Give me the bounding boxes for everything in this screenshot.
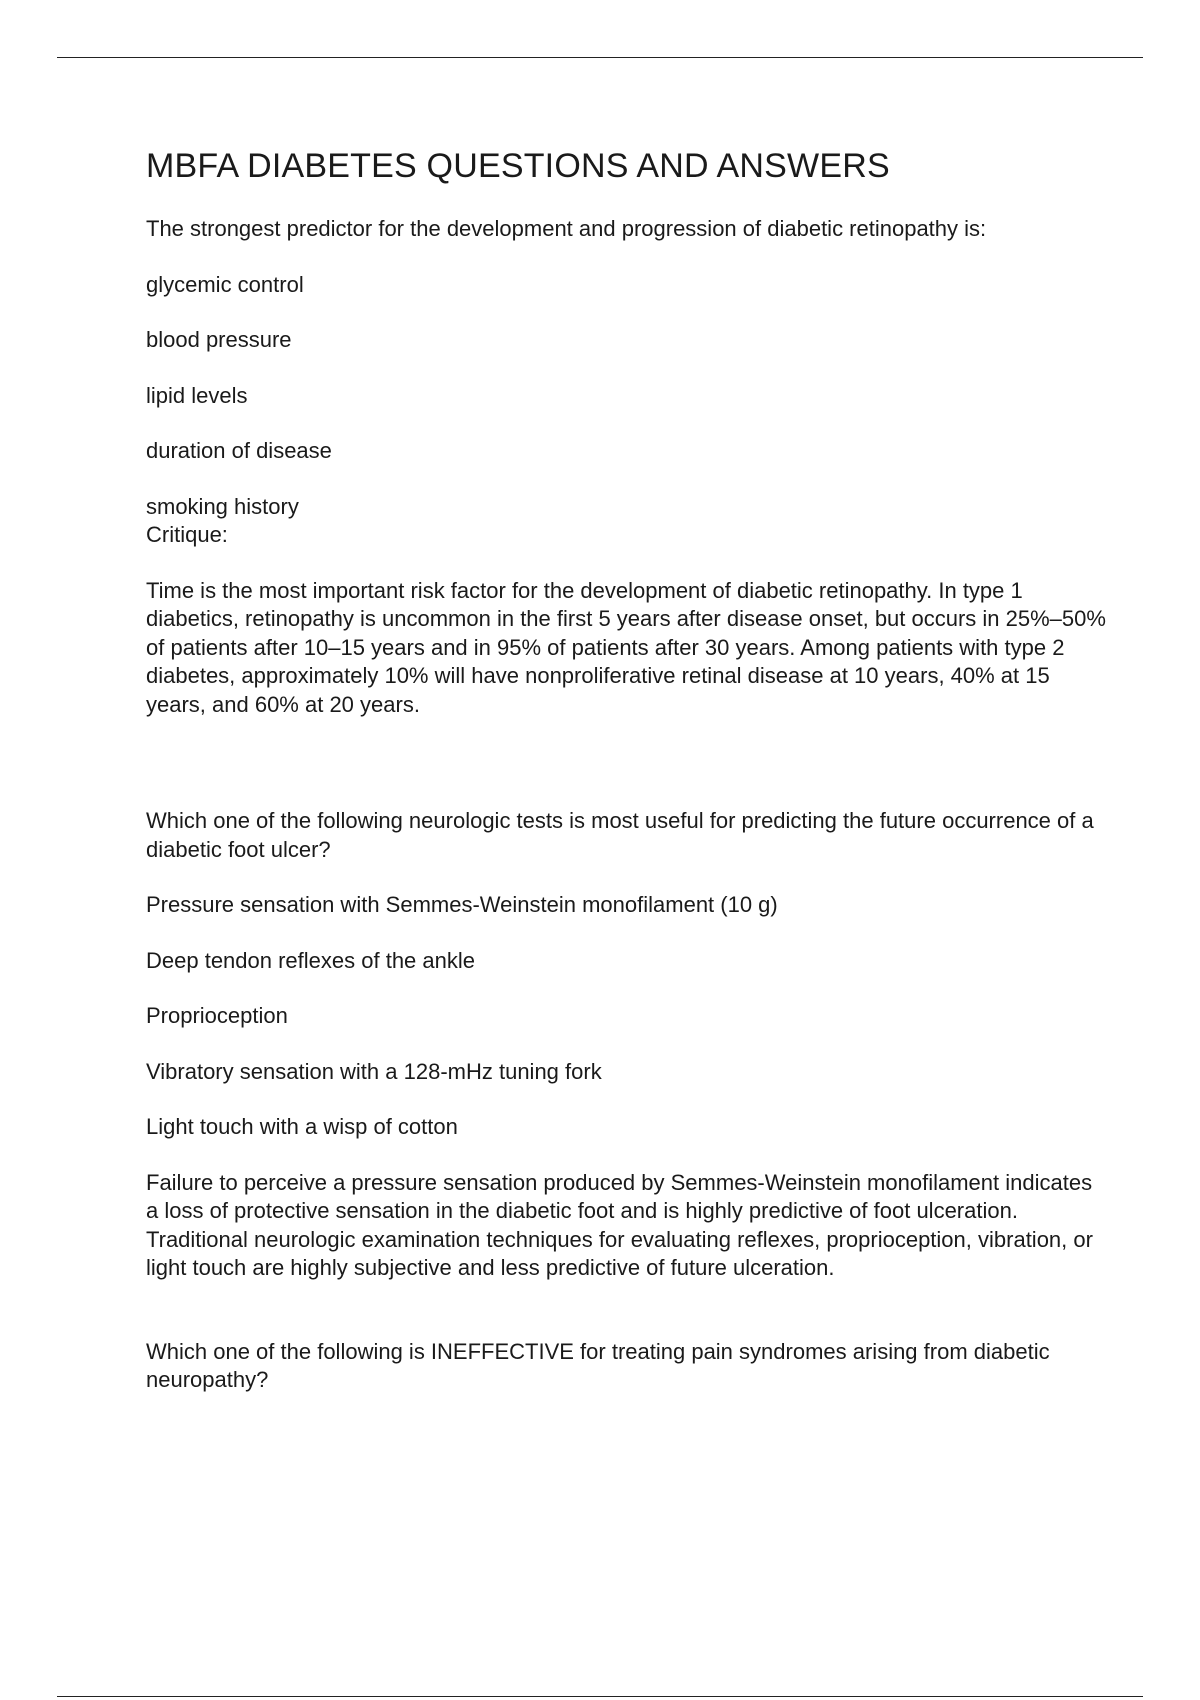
- question-block-2: [146, 807, 1106, 1283]
- document-body: [146, 140, 1106, 1395]
- answer-option: glycemic control: [146, 271, 304, 297]
- answer-option: Light touch with a wisp of cotton: [146, 1114, 458, 1139]
- answer-option: Pressure sensation with Semmes-Weinstein monofilament (10 g): [146, 892, 778, 917]
- answer-option: duration of disease: [146, 438, 332, 463]
- bottom-divider: [57, 1696, 1143, 1697]
- answer-option: Vibratory sensation with a 128-mHz tuning fork: [146, 1058, 602, 1084]
- answer-option: Proprioception: [146, 1003, 288, 1028]
- question-block-3: [146, 1338, 1106, 1395]
- explanation-text: Time is the most important risk factor for the development of diabetic retinopathy. In type 1 diabetics, retinopathy is uncommon in the first 5 years after disease onset, but occurs in 25%–50% of patients after 10–15 years and in 95% of patients after 30 years. Among patients with type 2 diabetes, approximately 10% will have nonproliferative retinal disease at 10 years, 40% at 15 years, and 60% at 20 years.: [146, 577, 1106, 717]
- question-text: Which one of the following is INEFFECTIVE for treating pain syndromes arising from diabetic neuropathy?: [146, 1338, 1050, 1392]
- answer-option: smoking history: [146, 493, 299, 519]
- explanation-text: Failure to perceive a pressure sensation produced by Semmes-Weinstein monofilament indicates a loss of protective sensation in the diabetic foot and is highly predictive of foot ulceration. Traditional neurologic examination techniques for evaluating reflexes, proprioception, vibration, or light touch are highly subjective and less predictive of future ulceration.: [146, 1169, 1093, 1280]
- page-title: MBFA DIABETES QUESTIONS AND ANSWERS: [146, 147, 890, 185]
- top-divider: [57, 57, 1143, 58]
- critique-label: Critique:: [146, 522, 228, 547]
- answer-option: lipid levels: [146, 382, 248, 408]
- question-block-1: [146, 215, 1106, 719]
- question-text: The strongest predictor for the development and progression of diabetic retinopathy is:: [146, 216, 987, 241]
- answer-option: Deep tendon reflexes of the ankle: [146, 947, 476, 973]
- answer-option: blood pressure: [146, 327, 292, 352]
- question-text: Which one of the following neurologic tests is most useful for predicting the future occurrence of a diabetic foot ulcer?: [146, 808, 1094, 862]
